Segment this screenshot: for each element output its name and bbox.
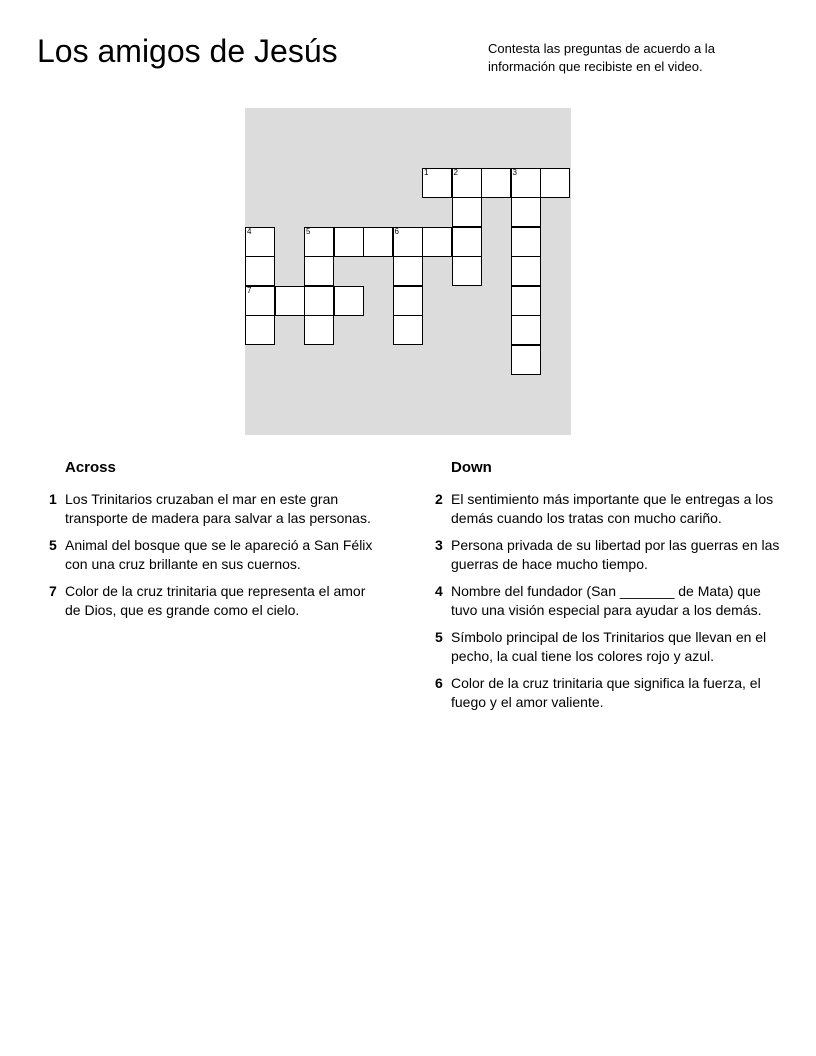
- crossword-cell[interactable]: [245, 256, 275, 286]
- clue-down-5: [430, 628, 780, 666]
- clue-down-4: [430, 582, 780, 620]
- crossword-cell[interactable]: [363, 227, 393, 257]
- crossword-cell[interactable]: [304, 286, 334, 316]
- clue-number: 5: [49, 537, 57, 553]
- cell-number: 6: [394, 226, 399, 236]
- crossword-cell[interactable]: [452, 197, 482, 227]
- clue-number: 6: [435, 675, 443, 691]
- down-heading: Down: [451, 459, 492, 476]
- crossword-cell[interactable]: [452, 168, 482, 198]
- clue-text: El sentimiento más importante que le entregas a los demás cuando los tratas con mucho cariño.: [451, 491, 774, 526]
- clue-text: Símbolo principal de los Trinitarios que llevan en el pecho, la cual tiene los colores rojo y azul.: [451, 629, 767, 664]
- crossword-cell[interactable]: [511, 197, 541, 227]
- clue-down-2: [430, 490, 780, 528]
- down-clues: [430, 456, 780, 720]
- cell-number: 3: [512, 167, 517, 177]
- clue-text: Color de la cruz trinitaria que significa la fuerza, el fuego y el amor valiente.: [451, 675, 761, 710]
- crossword-cell[interactable]: [304, 315, 334, 345]
- crossword-cell[interactable]: [422, 227, 452, 257]
- clue-down-6: [430, 674, 780, 712]
- crossword-cell[interactable]: [511, 227, 541, 257]
- crossword-cell[interactable]: [334, 286, 364, 316]
- across-clues: [44, 456, 384, 628]
- cell-number: 7: [247, 285, 252, 295]
- cell-number: 4: [247, 226, 252, 236]
- clue-number: 4: [435, 583, 443, 599]
- clue-text: Animal del bosque que se le apareció a San Félix con una cruz brillante en sus cuernos.: [65, 537, 373, 572]
- crossword-cell[interactable]: [540, 168, 570, 198]
- crossword-cell[interactable]: [334, 227, 364, 257]
- clue-text: Los Trinitarios cruzaban el mar en este gran transporte de madera para salvar a las personas.: [65, 491, 371, 526]
- crossword-cell[interactable]: [511, 256, 541, 286]
- crossword-cell[interactable]: [245, 227, 275, 257]
- crossword-cell[interactable]: [245, 286, 275, 316]
- crossword-cell[interactable]: [452, 227, 482, 257]
- crossword-cell[interactable]: [304, 227, 334, 257]
- cell-number: 5: [306, 226, 311, 236]
- instructions-text: Contesta las preguntas de acuerdo a la información que recibiste en el video.: [488, 41, 715, 74]
- clue-number: 2: [435, 491, 443, 507]
- crossword-cell[interactable]: [452, 256, 482, 286]
- crossword-cell[interactable]: [422, 168, 452, 198]
- clue-number: 3: [435, 537, 443, 553]
- crossword-cell[interactable]: [245, 315, 275, 345]
- crossword-cell[interactable]: [393, 256, 423, 286]
- clue-down-3: [430, 536, 780, 574]
- crossword-cell[interactable]: [511, 345, 541, 375]
- crossword-cell[interactable]: [393, 315, 423, 345]
- cell-number: 2: [453, 167, 458, 177]
- clue-across-5: [44, 536, 384, 574]
- across-heading: Across: [65, 459, 116, 476]
- clue-text: Persona privada de su libertad por las guerras en las guerras de hace mucho tiempo.: [451, 537, 780, 572]
- clue-across-1: [44, 490, 384, 528]
- clue-across-7: [44, 582, 384, 620]
- crossword-cell[interactable]: [511, 286, 541, 316]
- crossword-cell[interactable]: [481, 168, 511, 198]
- clue-number: 1: [49, 491, 57, 507]
- clue-number: 5: [435, 629, 443, 645]
- crossword-cell[interactable]: [393, 227, 423, 257]
- cell-number: 1: [424, 167, 429, 177]
- crossword-cell[interactable]: [275, 286, 305, 316]
- crossword-grid: [245, 108, 571, 435]
- clue-text: Nombre del fundador (San _______ de Mata) que tuvo una visión especial para ayudar a los demás.: [451, 583, 762, 618]
- crossword-cell[interactable]: [304, 256, 334, 286]
- page-title: Los amigos de Jesús: [37, 33, 338, 69]
- clue-text: Color de la cruz trinitaria que representa el amor de Dios, que es grande como el cielo.: [65, 583, 366, 618]
- crossword-cell[interactable]: [511, 315, 541, 345]
- clue-number: 7: [49, 583, 57, 599]
- crossword-cell[interactable]: [511, 168, 541, 198]
- crossword-cell[interactable]: [393, 286, 423, 316]
